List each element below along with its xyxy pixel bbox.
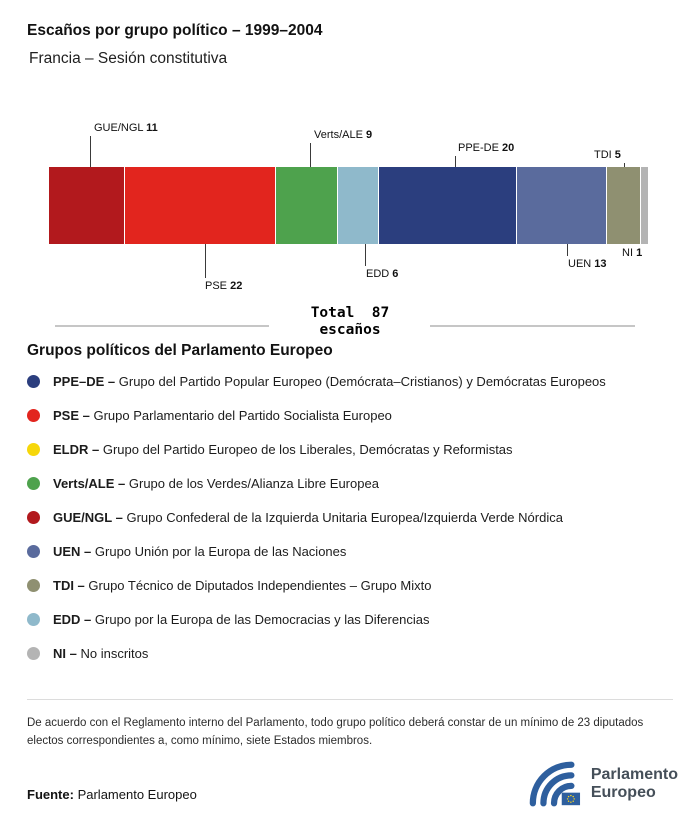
callout-line-pse <box>205 244 206 278</box>
footer-divider <box>27 699 673 700</box>
ep-logo-line1: Parlamento <box>590 766 678 784</box>
total-seats <box>0 305 700 339</box>
legend-color-dot <box>27 375 40 388</box>
legend-item-label: Verts/ALE – Grupo de los Verdes/Alianza Libre Europea <box>53 476 379 491</box>
legend-item-label: PPE–DE – Grupo del Partido Popular Europeo (Demócrata–Cristianos) y Demócratas Europeos <box>53 374 606 389</box>
callout-ni: NI 1 <box>622 247 643 259</box>
legend-item-gue-ngl <box>27 510 673 525</box>
legend-color-dot <box>27 409 40 422</box>
legend-color-dot <box>27 647 40 660</box>
page-title: Escaños por grupo político – 1999–2004 <box>27 22 323 39</box>
callout-ppe-de: PPE-DE 20 <box>458 142 515 154</box>
callout-line-tdi <box>624 163 625 167</box>
legend-title: Grupos políticos del Parlamento Europeo <box>27 342 333 359</box>
callout-pse: PSE 22 <box>205 280 243 292</box>
ep-logo-line2: Europeo <box>590 784 656 801</box>
legend-color-dot <box>27 545 40 558</box>
seats-stacked-bar-chart <box>0 112 700 302</box>
ep-logo <box>529 760 678 808</box>
bar-segment-edd[interactable] <box>338 167 379 244</box>
stacked-bar <box>49 167 648 244</box>
callout-line-uen <box>567 244 568 256</box>
legend-item-ni <box>27 646 673 661</box>
callout-verts-ale: Verts/ALE 9 <box>314 129 373 141</box>
page-subtitle: Francia – Sesión constitutiva <box>29 50 228 67</box>
legend-item-label: TDI – Grupo Técnico de Diputados Independientes – Grupo Mixto <box>53 578 432 593</box>
legend-item-label: NI – No inscritos <box>53 646 149 661</box>
legend-item-label: PSE – Grupo Parlamentario del Partido Socialista Europeo <box>53 408 392 423</box>
legend-item-label: GUE/NGL – Grupo Confederal de la Izquierda Unitaria Europea/Izquierda Verde Nórdica <box>53 510 563 525</box>
bar-segment-pse[interactable] <box>125 167 276 244</box>
legend-item-uen <box>27 544 673 559</box>
bar-segment-uen[interactable] <box>517 167 607 244</box>
legend-item-eldr <box>27 442 673 457</box>
callout-edd: EDD 6 <box>366 268 399 280</box>
legend-item-pse <box>27 408 673 423</box>
legend-color-dot <box>27 443 40 456</box>
legend-color-dot <box>27 579 40 592</box>
bar-segment-verts-ale[interactable] <box>276 167 338 244</box>
total-label: Total 87 <box>310 305 390 321</box>
source-row <box>27 752 678 808</box>
ep-logo-text <box>591 766 678 802</box>
legend-item-label: UEN – Grupo Unión por la Europa de las Naciones <box>53 544 347 559</box>
bar-segment-tdi[interactable] <box>607 167 641 244</box>
legend-list <box>0 374 700 661</box>
total-row <box>0 302 700 342</box>
legend-item-label: ELDR – Grupo del Partido Europeo de los Liberales, Demócratas y Reformistas <box>53 442 513 457</box>
footnote: De acuerdo con el Reglamento interno del Parlamento, todo grupo político deberá constar de un mínimo de 23 diputados electos correspondientes a, como mínimo, siete Estados miembros. <box>27 717 644 748</box>
callout-uen: UEN 13 <box>568 258 607 270</box>
callout-line-ppe-de <box>455 156 456 167</box>
callout-tdi: TDI 5 <box>594 149 621 161</box>
total-sublabel: escaños <box>319 322 381 338</box>
source <box>27 787 197 802</box>
legend-item-edd <box>27 612 673 627</box>
bar-segment-ppe-de[interactable] <box>379 167 517 244</box>
source-label: Fuente: <box>27 787 74 802</box>
legend-item-label: EDD – Grupo por la Europa de las Democracias y las Diferencias <box>53 612 430 627</box>
callout-line-edd <box>365 244 366 266</box>
ep-logo-icon <box>529 760 581 808</box>
legend-color-dot <box>27 477 40 490</box>
legend-item-tdi <box>27 578 673 593</box>
legend-item-ppe-de <box>27 374 673 389</box>
legend-color-dot <box>27 511 40 524</box>
legend-color-dot <box>27 613 40 626</box>
source-value: Parlamento Europeo <box>77 787 197 802</box>
bar-segment-ni[interactable] <box>641 167 648 244</box>
callout-gue-ngl: GUE/NGL 11 <box>94 122 158 134</box>
callout-line-verts-ale <box>310 143 311 167</box>
callout-line-gue-ngl <box>90 136 91 167</box>
bar-segment-gue-ngl[interactable] <box>49 167 125 244</box>
legend-item-verts-ale <box>27 476 673 491</box>
